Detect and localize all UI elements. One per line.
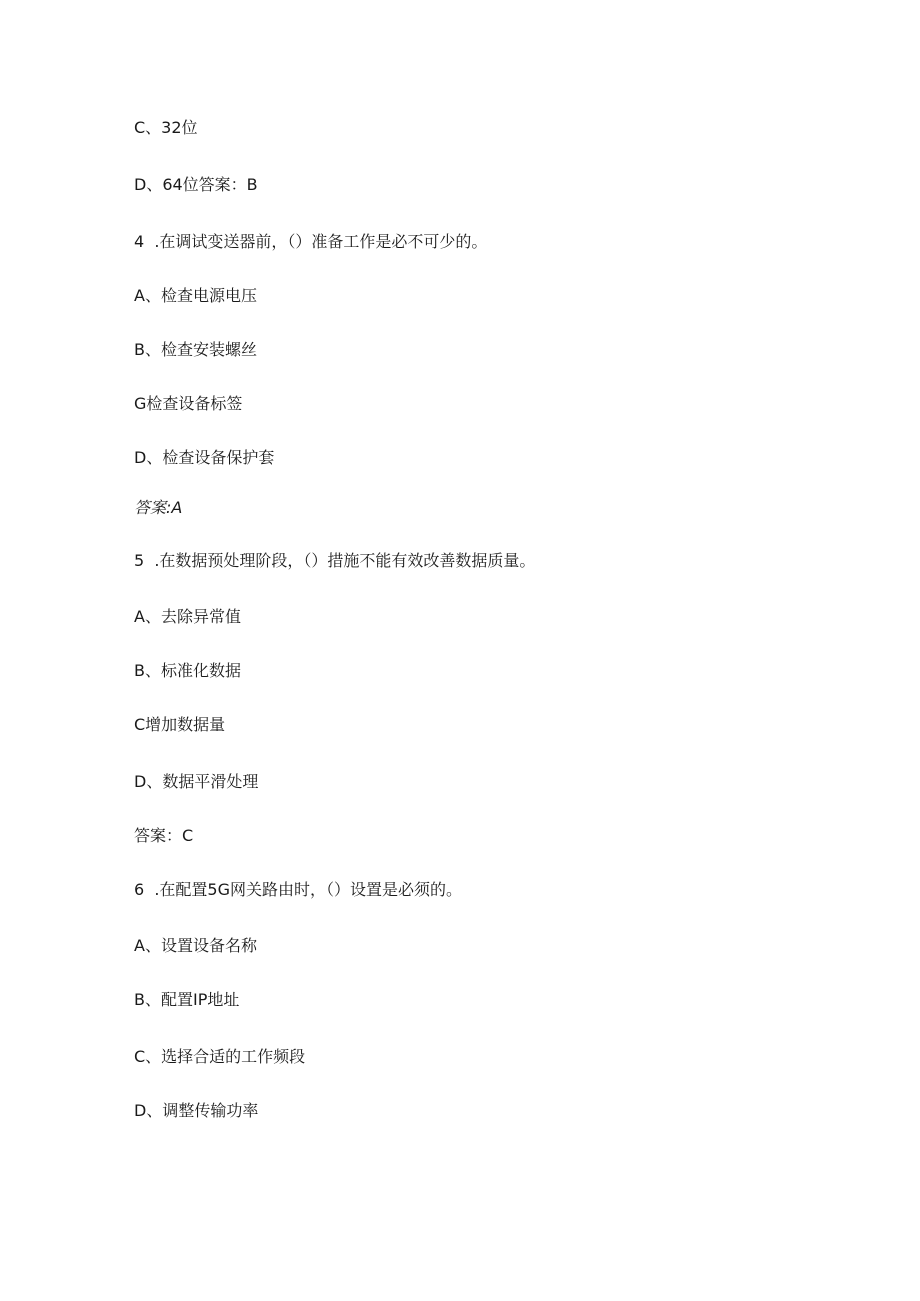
option-d-q3-answer: D、64位答案：B — [134, 175, 258, 194]
option-d-q5: D、数据平滑处理 — [134, 772, 259, 791]
option-a-q6: A、设置设备名称 — [134, 936, 257, 955]
option-a-q4: A、检查电源电压 — [134, 286, 257, 305]
option-d-q4: D、检查设备保护套 — [134, 448, 275, 467]
option-a-q5: A、去除异常值 — [134, 607, 241, 626]
option-d-q6: D、调整传输功率 — [134, 1101, 259, 1120]
option-b-q4: B、检查安装螺丝 — [134, 340, 257, 359]
option-c-q6: C、选择合适的工作频段 — [134, 1047, 306, 1066]
answer-q4: 答案:A — [134, 498, 183, 517]
answer-q5: 答案：C — [134, 826, 194, 845]
option-c-q3: C、32位 — [134, 118, 198, 137]
question-4: 4 .在调试变送器前，（）准备工作是必不可少的。 — [134, 232, 488, 251]
option-b-q5: B、标准化数据 — [134, 661, 241, 680]
question-6: 6 .在配置5G网关路由时，（）设置是必须的。 — [134, 880, 463, 899]
option-c-q4: G检查设备标签 — [134, 394, 243, 413]
question-5: 5 .在数据预处理阶段，（）措施不能有效改善数据质量。 — [134, 551, 536, 570]
option-b-q6: B、配置IP地址 — [134, 990, 240, 1009]
option-c-q5: C增加数据量 — [134, 715, 226, 734]
